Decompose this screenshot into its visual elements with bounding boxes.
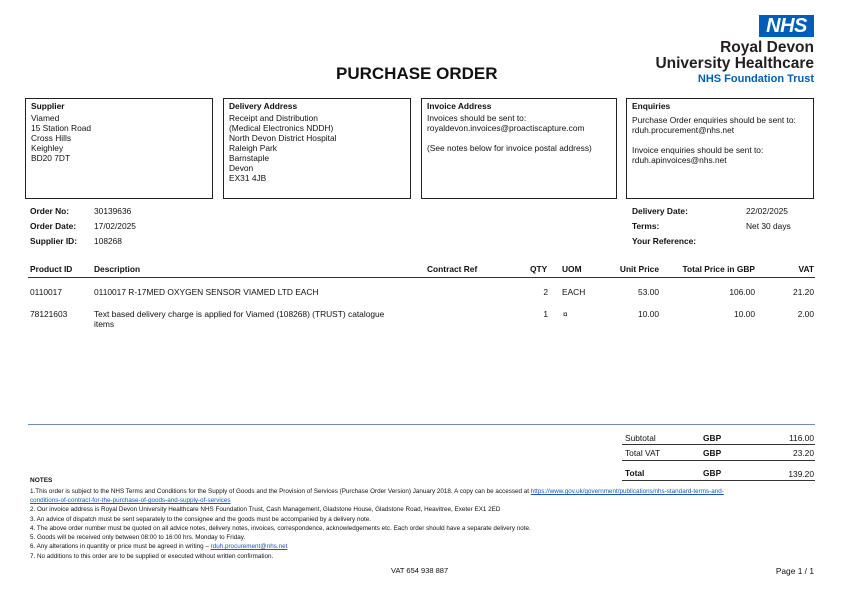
order-no-value: 30139636 (94, 206, 132, 216)
table-end-rule (28, 424, 815, 425)
invoice-heading: Invoice Address (427, 101, 492, 111)
note-3: 3. An advice of dispatch must be sent separately to the consignee and the goods must be accompanied by a delivery note. (30, 516, 371, 523)
supplier-line: 15 Station Road (31, 123, 92, 133)
supplier-line: Viamed (31, 113, 60, 123)
col-header-contract-ref: Contract Ref (427, 264, 478, 274)
page-number: Page 1 / 1 (775, 566, 814, 576)
your-reference-label: Your Reference: (632, 236, 697, 246)
document-title: PURCHASE ORDER (336, 64, 498, 83)
enquiries-email: rduh.apinvoices@nhs.net (632, 155, 727, 165)
row2-total-price: 10.00 (734, 309, 755, 319)
delivery-line: North Devon District Hospital (229, 133, 337, 143)
row2-vat: 2.00 (797, 309, 814, 319)
enquiries-line: Purchase Order enquiries should be sent to: (632, 115, 796, 125)
supplier-line: Keighley (31, 143, 64, 153)
note-6-text: 6. Any alterations in quantity or price must be agreed in writing – (30, 543, 211, 550)
col-header-vat: VAT (798, 264, 814, 274)
vat-number: VAT 654 938 887 (391, 566, 449, 575)
col-header-unit-price: Unit Price (619, 264, 659, 274)
terms-label: Terms: (632, 221, 660, 231)
order-date-label: Order Date: (30, 221, 77, 231)
invoice-line: (See notes below for invoice postal address) (427, 143, 592, 153)
subtotal-value: 116.00 (789, 433, 814, 443)
nhs-logo: NHS (759, 15, 814, 37)
row2-description: Text based delivery charge is applied for Viamed (108268) (TRUST) catalogue (94, 309, 385, 319)
total-label: Total (625, 468, 645, 478)
col-header-total-price: Total Price in GBP (682, 264, 755, 274)
invoice-email: royaldevon.invoices@proactiscapture.com (427, 123, 585, 133)
procurement-email-link[interactable]: rduh.procurement@nhs.net (210, 543, 288, 550)
supplier-heading: Supplier (31, 101, 65, 111)
supplier-line: Cross Hills (31, 133, 72, 143)
subtotal-currency: GBP (703, 433, 722, 443)
supplier-id-value: 108268 (94, 236, 122, 246)
note-1-text: 1.This order is subject to the NHS Terms and Conditions for the Supply of Goods and the Provision of Services (Purchase Order Version) January 2018. A copy can be accessed at (30, 488, 531, 495)
terms-value: Net 30 days (746, 221, 791, 231)
row1-uom: EACH (562, 287, 586, 297)
supplier-line: BD20 7DT (31, 153, 71, 163)
delivery-line: EX31 4JB (229, 173, 267, 183)
row2-uom: ¤ (563, 309, 568, 319)
delivery-line: Barnstaple (229, 153, 270, 163)
total-currency: GBP (703, 468, 722, 478)
org-name-line1: Royal Devon (720, 39, 814, 56)
org-name-line3: NHS Foundation Trust (697, 73, 814, 85)
row1-description: 0110017 R-17MED OXYGEN SENSOR VIAMED LTD EACH (94, 287, 319, 297)
row1-qty: 2 (543, 287, 548, 297)
notes-title: NOTES (30, 477, 53, 484)
total-vat-label: Total VAT (625, 448, 661, 458)
row1-product-id: 0110017 (30, 287, 62, 297)
enquiries-line-blank (632, 135, 808, 145)
delivery-line: Raleigh Park (229, 143, 277, 153)
invoice-address-box (421, 98, 617, 199)
delivery-line: Devon (229, 163, 254, 173)
org-name-line2: University Healthcare (655, 55, 814, 72)
col-header-product-id: Product ID (30, 264, 73, 274)
header-rule (28, 277, 815, 278)
vat-rule (622, 460, 815, 461)
row2-unit-price: 10.00 (638, 309, 659, 319)
subtotal-label: Subtotal (625, 433, 656, 443)
enquiries-line: Invoice enquiries should be sent to: (632, 145, 764, 155)
subtotal-rule (622, 444, 815, 445)
enquiries-box (626, 98, 814, 199)
col-header-uom: UOM (562, 264, 582, 274)
total-vat-currency: GBP (703, 448, 722, 458)
delivery-address-box (223, 98, 411, 199)
note-2: 2. Our invoice address is Royal Devon University Healthcare NHS Foundation Trust, Cash Management, Gladstone House, Gladstone Road, Heavitree, Exeter EX1 2ED (30, 506, 501, 513)
supplier-box (25, 98, 213, 199)
enquiries-heading: Enquiries (632, 101, 671, 111)
terms-link[interactable]: https://www.gov.uk/government/publications/nhs-standard-terms-and- (530, 488, 724, 495)
note-7: 7. No additions to this order are to be supplied or executed without written confirmation. (30, 553, 274, 560)
col-header-qty: QTY (530, 264, 548, 274)
note-1 (30, 488, 724, 496)
total-value: 139.20 (788, 469, 814, 479)
row1-unit-price: 53.00 (638, 287, 659, 297)
invoice-line-blank (427, 133, 611, 143)
supplier-id-label: Supplier ID: (30, 236, 77, 246)
order-date-value: 17/02/2025 (94, 221, 136, 231)
total-rule (622, 480, 815, 481)
note-1-cont (30, 497, 231, 505)
delivery-line: Receipt and Distribution (229, 113, 318, 123)
delivery-date-value: 22/02/2025 (746, 206, 788, 216)
col-header-description: Description (94, 264, 141, 274)
row2-description-cont: items (94, 319, 115, 329)
row2-qty: 1 (543, 309, 548, 319)
delivery-heading: Delivery Address (229, 101, 298, 111)
note-4: 4. The above order number must be quoted on all advice notes, delivery notes, invoices, correspondence, acknowledgements etc. Each order should have a separate delivery note. (30, 525, 531, 532)
note-6 (30, 543, 287, 551)
row1-total-price: 106.00 (729, 287, 755, 297)
enquiries-email: rduh.procurement@nhs.net (632, 125, 735, 135)
row2-product-id: 78121603 (30, 309, 68, 319)
terms-link-cont[interactable]: conditions-of-contract-for-the-purchase-of-goods-and-supply-of-services (30, 497, 231, 504)
total-vat-value: 23.20 (793, 448, 814, 458)
delivery-line: (Medical Electronics NDDH) (229, 123, 334, 133)
invoice-line: Invoices should be sent to: (427, 113, 527, 123)
order-no-label: Order No: (30, 206, 70, 216)
note-5: 5. Goods will be received only between 08:00 to 16:00 hrs. Monday to Friday. (30, 534, 246, 541)
delivery-date-label: Delivery Date: (632, 206, 688, 216)
row1-vat: 21.20 (793, 287, 814, 297)
